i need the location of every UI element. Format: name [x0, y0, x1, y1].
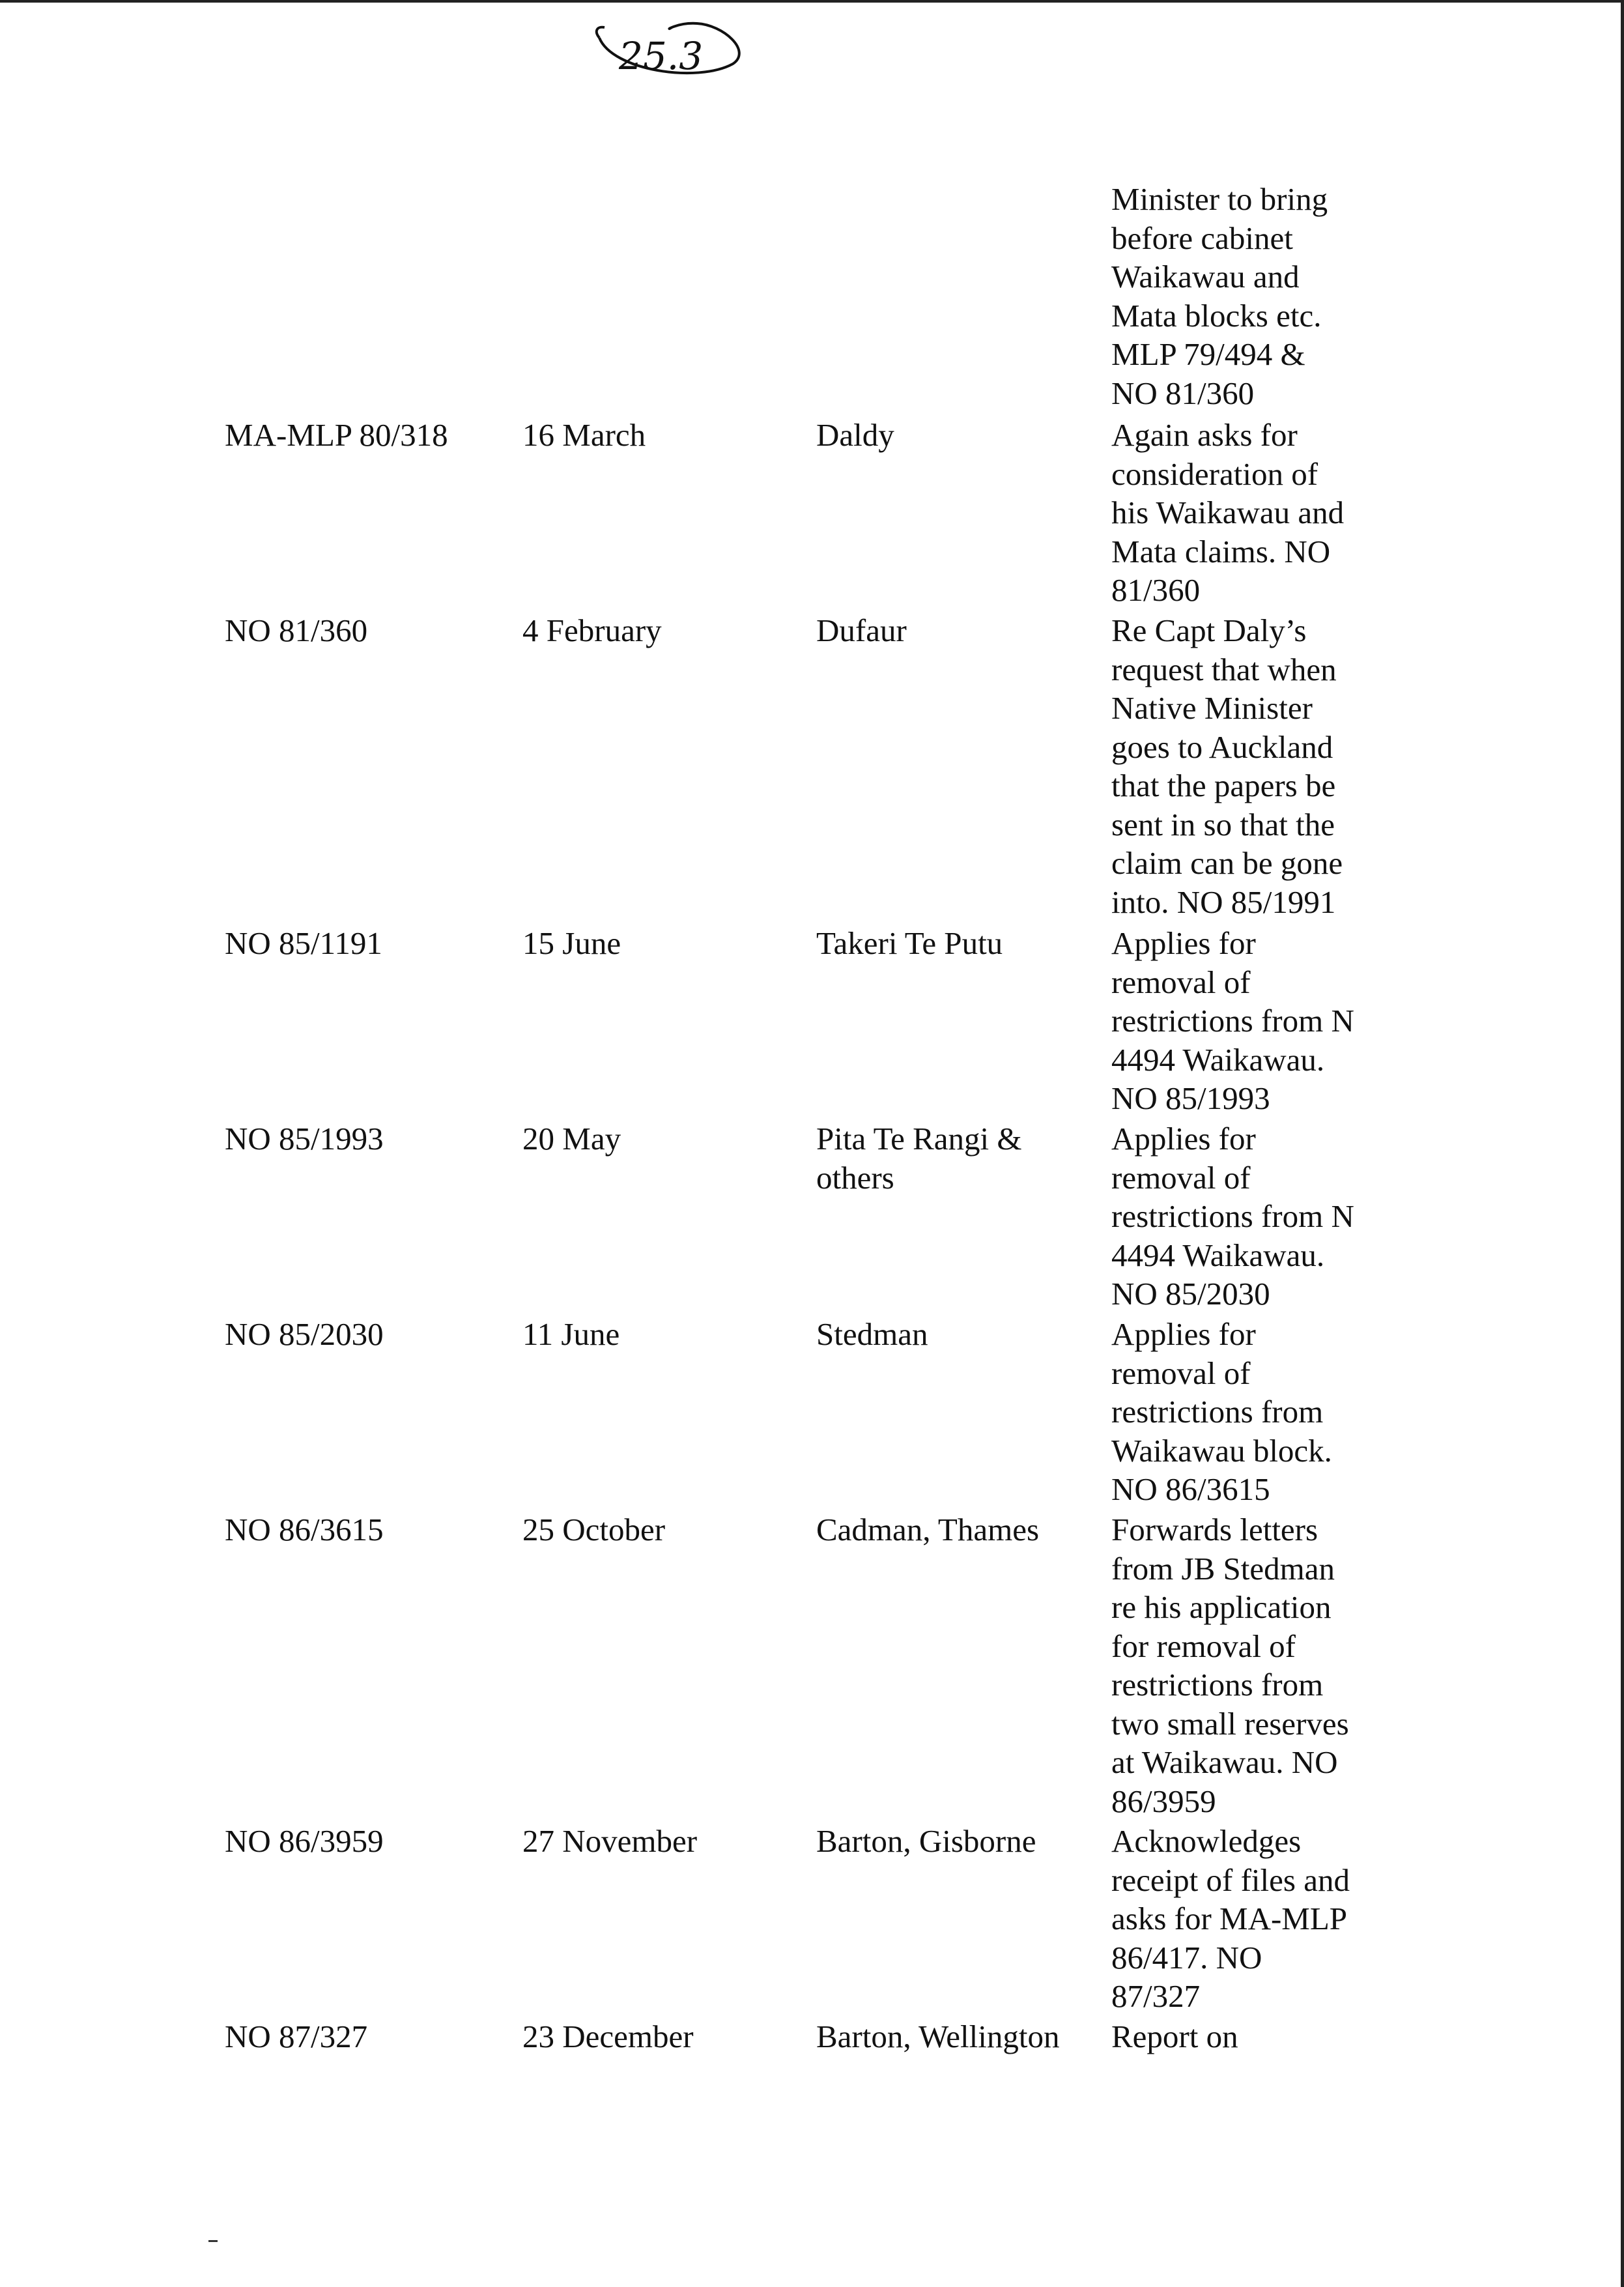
description-line: that the papers be — [1111, 768, 1336, 803]
description-line: Applies for — [1111, 1316, 1256, 1352]
description-line: Re Capt Daly’s — [1111, 612, 1307, 648]
correspondent-line: Pita Te Rangi & — [816, 1121, 1022, 1157]
entry-correspondent — [816, 924, 1003, 963]
description-line: 87/327 — [1111, 1978, 1201, 2014]
entry-reference: NO 86/3959 — [225, 1823, 384, 1859]
entry-reference: NO 85/2030 — [225, 1316, 384, 1352]
description-line: 4494 Waikawau. — [1111, 1237, 1325, 1273]
entry-description — [1111, 924, 1385, 1118]
intro-line: Minister to bring — [1111, 181, 1328, 217]
svg-text:25.3: 25.3 — [619, 34, 704, 78]
entry-reference: NO 87/327 — [225, 2019, 368, 2054]
entry-reference: NO 86/3615 — [225, 1512, 384, 1547]
description-line: claim can be gone — [1111, 845, 1343, 881]
entry-correspondent — [816, 2017, 1060, 2056]
correspondent-line: Barton, Wellington — [816, 2019, 1060, 2054]
entry-correspondent — [816, 1822, 1036, 1861]
intro-description — [1111, 180, 1385, 412]
intro-line: Waikawau and — [1111, 259, 1300, 295]
entry-date: 11 June — [522, 1316, 620, 1352]
intro-line: NO 81/360 — [1111, 375, 1255, 411]
description-line: asks for MA-MLP — [1111, 1901, 1348, 1936]
entry-description — [1111, 2017, 1385, 2056]
description-line: removal of — [1111, 1159, 1251, 1196]
description-line: two small reserves — [1111, 1705, 1349, 1742]
entry-correspondent — [816, 1119, 1022, 1197]
entry-correspondent — [816, 611, 907, 650]
description-line: 86/3959 — [1111, 1783, 1216, 1819]
description-line: 81/360 — [1111, 572, 1201, 608]
entry-description — [1111, 1822, 1385, 2016]
description-line: consideration of — [1111, 455, 1318, 492]
intro-line: Mata blocks etc. — [1111, 297, 1322, 334]
description-line: NO 85/2030 — [1111, 1276, 1270, 1312]
correspondent-line: Takeri Te Putu — [816, 925, 1003, 961]
entry-date: 25 October — [522, 1512, 666, 1547]
entry-correspondent — [816, 416, 894, 455]
description-line: request that when — [1111, 651, 1337, 687]
stray-mark — [208, 2240, 218, 2242]
correspondent-line: others — [816, 1159, 894, 1196]
description-line: receipt of files and — [1111, 1862, 1350, 1898]
entry-correspondent — [816, 1315, 928, 1354]
page-edge-top — [0, 0, 1624, 3]
description-line: restrictions from N — [1111, 1198, 1354, 1234]
entry-date: 15 June — [522, 925, 621, 961]
description-line: NO 86/3615 — [1111, 1471, 1270, 1507]
description-line: from JB Stedman — [1111, 1550, 1335, 1587]
description-line: Mata claims. NO — [1111, 533, 1331, 569]
description-line: Applies for — [1111, 1121, 1256, 1157]
entry-description — [1111, 611, 1385, 921]
description-line: restrictions from — [1111, 1394, 1324, 1430]
description-line: removal of — [1111, 1355, 1251, 1391]
entry-reference: MA-MLP 80/318 — [225, 417, 448, 453]
entry-description — [1111, 1315, 1385, 1509]
entry-reference: NO 85/1191 — [225, 925, 382, 961]
entry-date: 23 December — [522, 2019, 694, 2054]
description-line: goes to Auckland — [1111, 728, 1333, 765]
entry-reference: NO 85/1993 — [225, 1121, 384, 1157]
correspondent-line: Dufaur — [816, 612, 907, 648]
entry-date: 4 February — [522, 612, 662, 648]
intro-line: before cabinet — [1111, 220, 1293, 256]
page-edge-right — [1621, 0, 1624, 2287]
description-line: Again asks for — [1111, 417, 1298, 453]
entry-description — [1111, 1510, 1385, 1820]
description-line: sent in so that the — [1111, 806, 1335, 842]
description-line: restrictions from N — [1111, 1003, 1354, 1039]
description-line: Forwards letters — [1111, 1512, 1318, 1547]
entry-description — [1111, 416, 1385, 610]
description-line: 4494 Waikawau. — [1111, 1041, 1325, 1078]
entry-description — [1111, 1119, 1385, 1314]
description-line: Native Minister — [1111, 690, 1313, 726]
description-line: Applies for — [1111, 925, 1256, 961]
correspondent-line: Cadman, Thames — [816, 1512, 1040, 1547]
description-line: restrictions from — [1111, 1667, 1324, 1703]
entry-reference: NO 81/360 — [225, 612, 368, 648]
handwritten-page-mark — [573, 12, 743, 96]
description-line: at Waikawau. NO — [1111, 1744, 1338, 1780]
description-line: NO 85/1993 — [1111, 1080, 1270, 1116]
description-line: Acknowledges — [1111, 1823, 1302, 1859]
correspondent-line: Daldy — [816, 417, 894, 453]
description-line: his Waikawau and — [1111, 495, 1345, 530]
intro-line: MLP 79/494 & — [1111, 336, 1305, 372]
correspondent-line: Barton, Gisborne — [816, 1823, 1036, 1859]
description-line: for removal of — [1111, 1628, 1296, 1664]
description-line: removal of — [1111, 964, 1251, 1000]
entry-date: 27 November — [522, 1823, 698, 1859]
description-line: Report on — [1111, 2019, 1238, 2054]
entry-date: 20 May — [522, 1121, 621, 1157]
correspondent-line: Stedman — [816, 1316, 928, 1352]
description-line: Waikawau block. — [1111, 1432, 1332, 1469]
description-line: re his application — [1111, 1589, 1332, 1625]
description-line: 86/417. NO — [1111, 1939, 1262, 1976]
entry-date: 16 March — [522, 417, 646, 453]
description-line: into. NO 85/1991 — [1111, 884, 1336, 920]
entry-correspondent — [816, 1510, 1039, 1549]
